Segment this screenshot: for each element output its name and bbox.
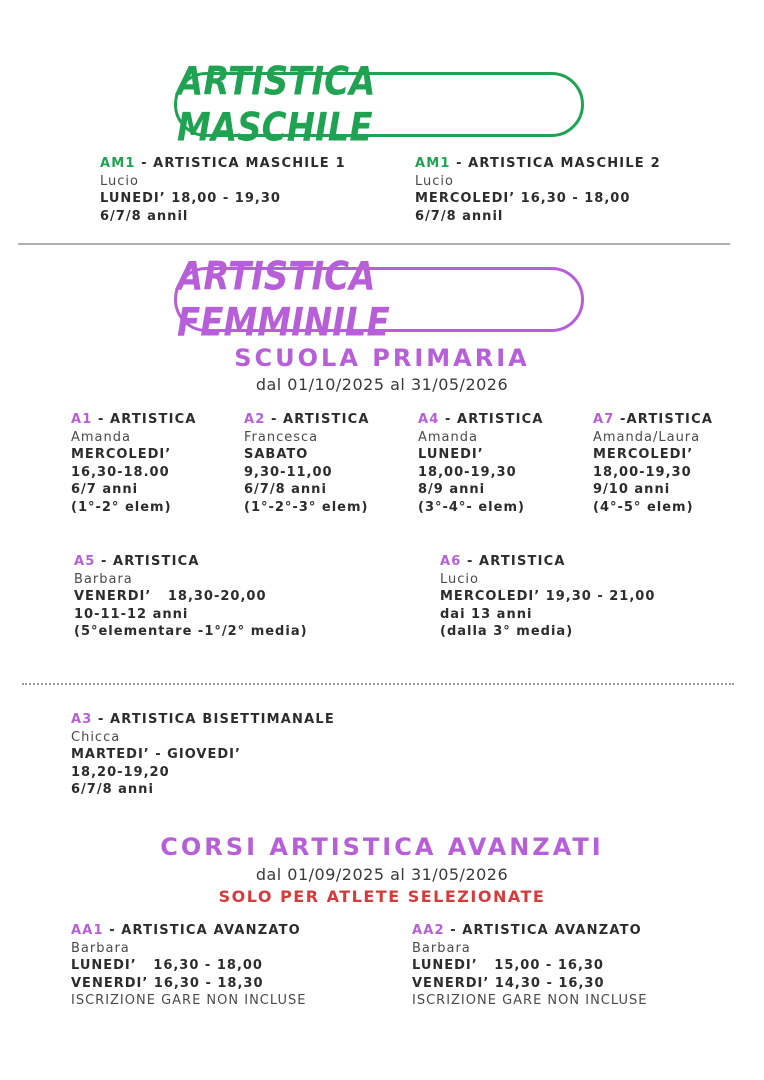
course-title: ARTISTICA [109,412,197,427]
course-ages: 6/7 anni [71,482,139,497]
course-a5: A5 - ARTISTICA Barbara VENERDI’ 18,30-20,00 10-11-12 anni (5°elementare -1°/2° media) [74,553,404,641]
course-time: 18,00-19,30 [418,464,517,480]
course-level: (5°elementare -1°/2° media) [74,624,308,639]
course-teacher: Barbara [71,940,130,956]
course-level: (1°-2° elem) [71,499,172,515]
course-code: A1 [71,412,93,427]
maschile-title: ARTISTICA MASCHILE [177,58,376,151]
course-schedule-2: VENERDI’ 16,30 - 18,30 [71,975,264,991]
course-day: MERCOLEDI’ [71,447,172,462]
course-teacher: Lucio [100,173,139,189]
course-title: ARTISTICA MASCHILE 2 [468,156,661,171]
avanzati-title: CORSI ARTISTICA AVANZATI [160,833,604,861]
femminile-title-pill [174,253,584,346]
femminile-title: ARTISTICA FEMMINILE [177,253,390,346]
course-teacher: Lucio [415,173,454,189]
course-teacher: Barbara [412,940,471,956]
course-ages: 6/7/8 anni [244,482,327,497]
course-title: ARTISTICA [478,554,566,569]
course-code: AA1 [71,923,104,938]
course-title: ARTISTICA [456,412,544,427]
course-aa2: AA2 - ARTISTICA AVANZATO Barbara LUNEDI’ 15,00 - 16,30 VENERDI’ 14,30 - 16,30 ISCRIZIONE GARE NON INCLUSE [412,922,752,1010]
course-time: 9,30-11,00 [244,464,333,480]
course-level: (1°-2°-3° elem) [244,499,369,515]
course-title: ARTISTICA [282,412,370,427]
course-schedule-1: LUNEDI’ 16,30 - 18,00 [71,958,263,973]
course-am1: AM1 - ARTISTICA MASCHILE 1 Lucio LUNEDI’ 18,00 - 19,30 6/7/8 annil [100,155,400,225]
course-ages: 6/7/8 annil [100,208,189,224]
course-note: ISCRIZIONE GARE NON INCLUSE [71,993,307,1008]
course-time: 18,20-19,20 [71,764,170,780]
course-code: A7 [593,412,615,427]
course-level: (4°-5° elem) [593,499,694,515]
section-title-primaria: SCUOLA PRIMARIA [234,344,530,372]
course-day: MARTEDI’ - GIOVEDI’ [71,747,241,762]
course-ages: 9/10 anni [593,482,671,497]
course-code: AM1 [100,156,136,171]
course-title: ARTISTICA MASCHILE 1 [153,156,346,171]
course-teacher: Francesca [244,429,319,445]
course-code: AA2 [412,923,445,938]
course-a6: A6 - ARTISTICA Lucio MERCOLEDI’ 19,30 - 21,00 dai 13 anni (dalla 3° media) [440,553,740,641]
course-code: A2 [244,412,266,427]
course-ages: 8/9 anni [418,482,486,497]
course-a4: A4 - ARTISTICA Amanda LUNEDI’ 18,00-19,30 8/9 anni (3°-4°- elem) [418,411,588,516]
course-ages: 6/7/8 annil [415,208,504,224]
course-day: LUNEDI’ [418,447,484,462]
course-teacher: Lucio [440,571,479,587]
course-code: A6 [440,554,462,569]
course-code: A4 [418,412,440,427]
course-title: ARTISTICA [112,554,200,569]
avanzati-notice: SOLO PER ATLETE SELEZIONATE [218,887,546,906]
avanzati-period: dal 01/09/2025 al 31/05/2026 [255,865,509,884]
course-title: ARTISTICA BISETTIMANALE [109,712,335,727]
course-day: MERCOLEDI’ [593,447,694,462]
course-aa1: AA1 - ARTISTICA AVANZATO Barbara LUNEDI’ 16,30 - 18,00 VENERDI’ 16,30 - 18,30 ISCRIZIONE GARE NON INCLUSE [71,922,401,1010]
course-teacher: Amanda/Laura [593,429,701,445]
course-a1: A1 - ARTISTICA Amanda MERCOLEDI’ 16,30-18.00 6/7 anni (1°-2° elem) [71,411,241,516]
course-code: A3 [71,712,93,727]
course-teacher: Amanda [71,429,131,445]
course-am2: AM1 - ARTISTICA MASCHILE 2 Lucio MERCOLEDI’ 16,30 - 18,00 6/7/8 annil [415,155,735,225]
course-schedule: MERCOLEDI’ 19,30 - 21,00 [440,589,656,604]
course-day: SABATO [244,447,309,462]
course-schedule: LUNEDI’ 18,00 - 19,30 [100,191,281,206]
course-ages: 10-11-12 anni [74,606,189,622]
primaria-period: dal 01/10/2025 al 31/05/2026 [255,375,509,394]
dotted-divider [22,683,734,685]
course-schedule: MERCOLEDI’ 16,30 - 18,00 [415,191,631,206]
course-code: A5 [74,554,96,569]
course-level: (dalla 3° media) [440,624,574,639]
section-divider [18,243,730,245]
course-time: 16,30-18.00 [71,464,170,480]
course-note: ISCRIZIONE GARE NON INCLUSE [412,993,648,1008]
course-level: (3°-4°- elem) [418,499,525,515]
course-ages: dai 13 anni [440,606,533,622]
course-title: ARTISTICA [626,412,714,427]
course-a2: A2 - ARTISTICA Francesca SABATO 9,30-11,00 6/7/8 anni (1°-2°-3° elem) [244,411,414,516]
course-teacher: Amanda [418,429,478,445]
course-schedule-1: LUNEDI’ 15,00 - 16,30 [412,958,604,973]
course-a3: A3 - ARTISTICA BISETTIMANALE Chicca MARTEDI’ - GIOVEDI’ 18,20-19,20 6/7/8 anni [71,711,401,799]
course-ages: 6/7/8 anni [71,782,154,797]
course-schedule: VENERDI’ 18,30-20,00 [74,589,267,604]
course-teacher: Chicca [71,729,121,745]
maschile-title-pill [174,58,584,151]
course-teacher: Barbara [74,571,133,587]
course-title: ARTISTICA AVANZATO [462,923,642,938]
course-time: 18,00-19,30 [593,464,692,480]
course-title: ARTISTICA AVANZATO [121,923,301,938]
course-code: AM1 [415,156,451,171]
course-schedule-2: VENERDI’ 14,30 - 16,30 [412,975,605,991]
course-a7: A7 -ARTISTICA Amanda/Laura MERCOLEDI’ 18,00-19,30 9/10 anni (4°-5° elem) [593,411,758,516]
